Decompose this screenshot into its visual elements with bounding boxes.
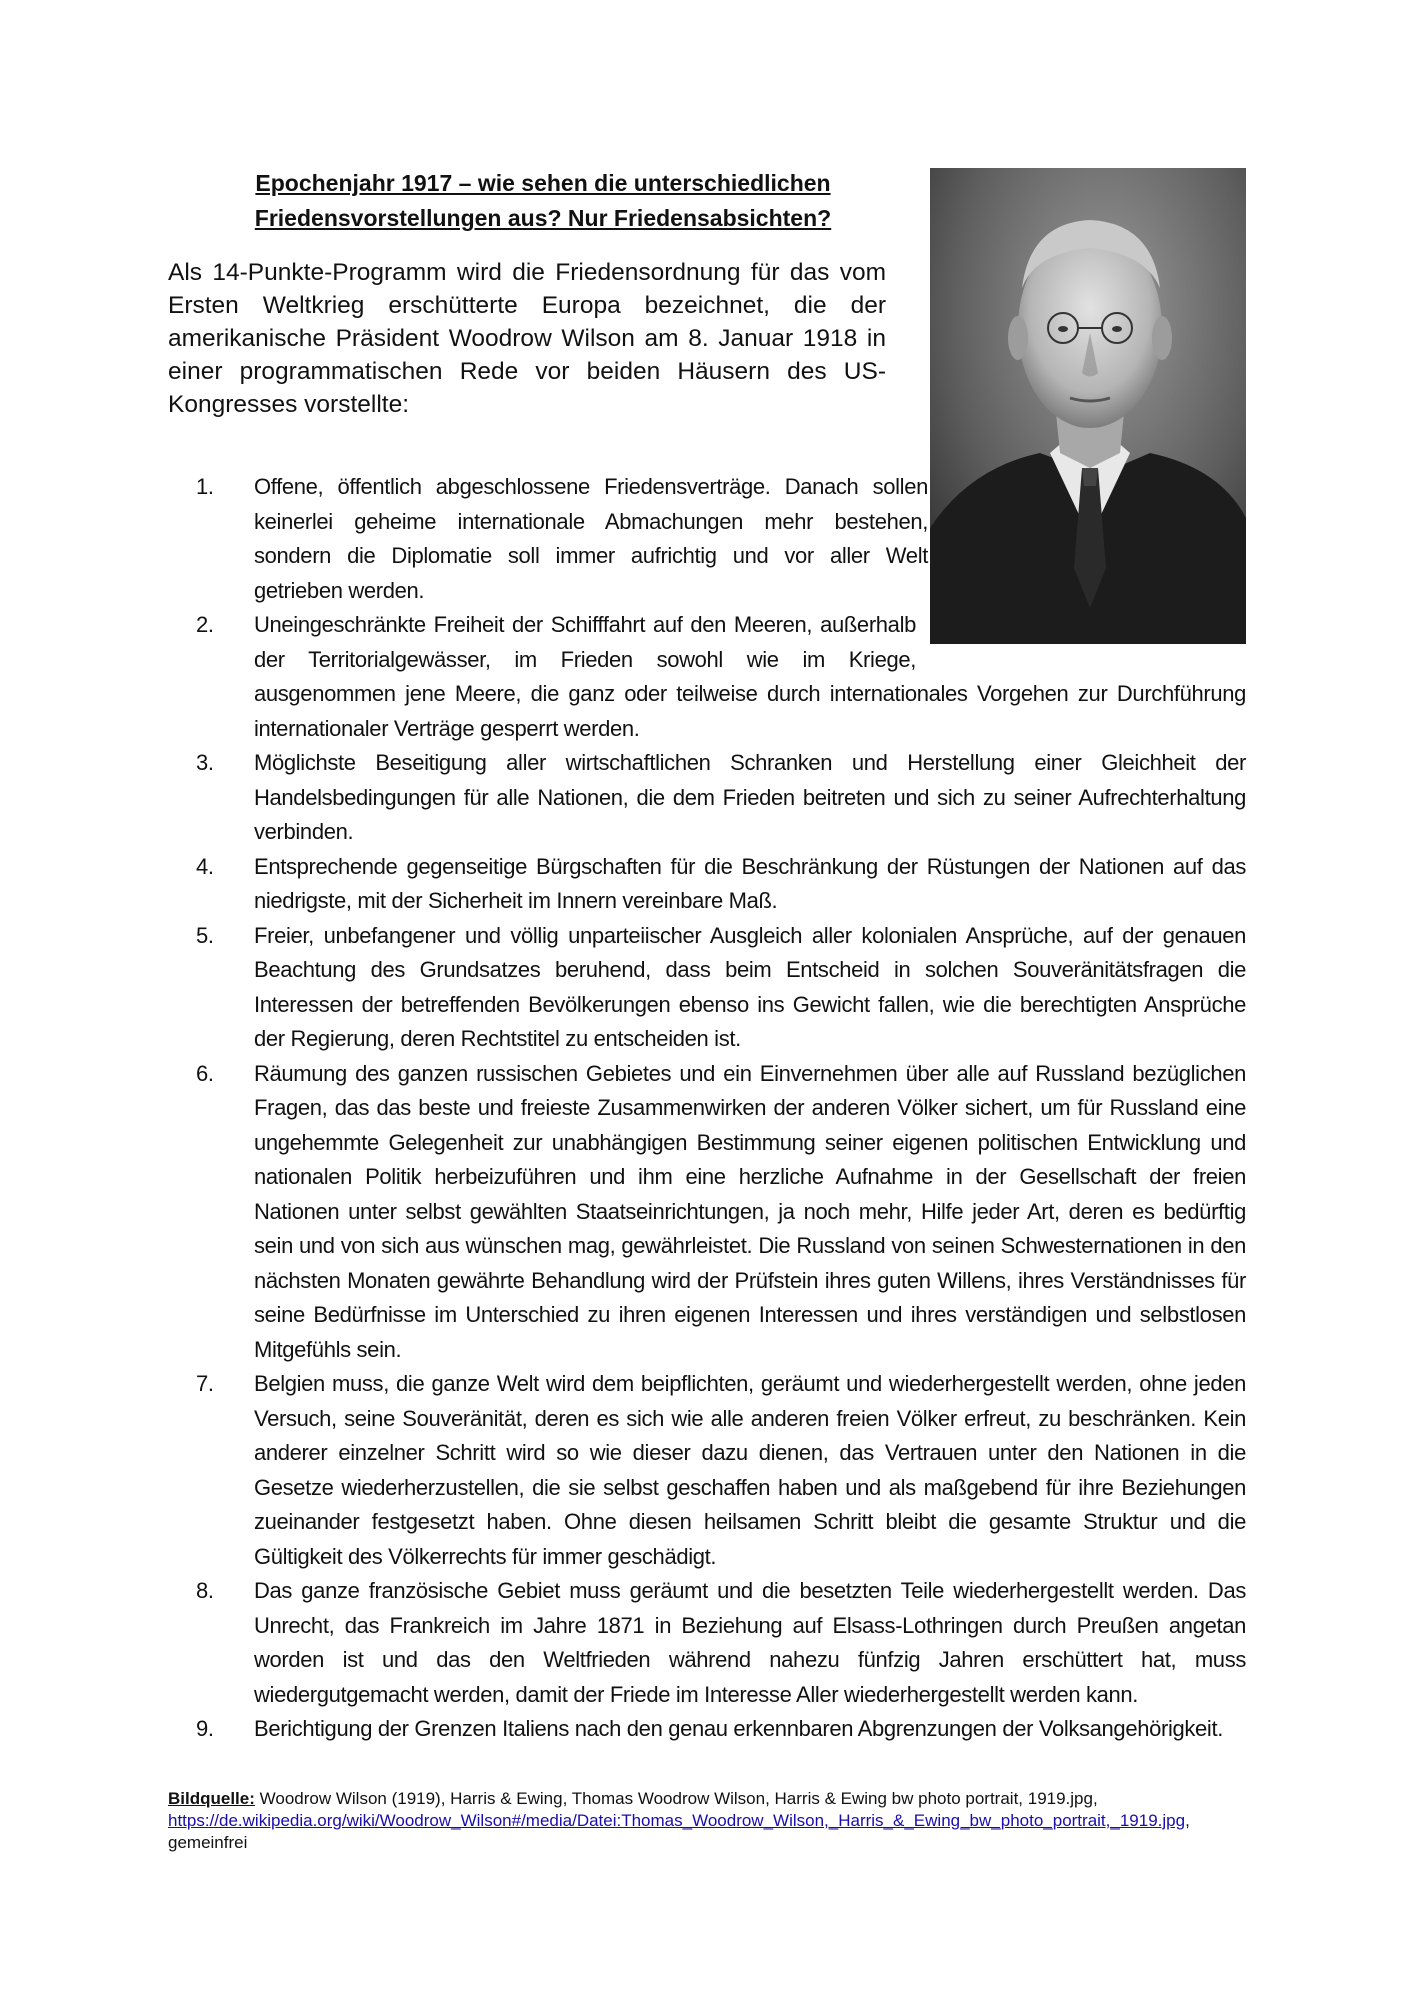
image-source-note xyxy=(168,1788,1246,1854)
list-item xyxy=(196,470,1246,608)
fourteen-points-list xyxy=(196,470,1246,1747)
list-item xyxy=(196,746,1246,850)
list-item xyxy=(196,1367,1246,1574)
list-item-number: 8. xyxy=(196,1578,214,1603)
list-item-number: 7. xyxy=(196,1371,214,1396)
list-item-text: Offene, öffentlich abgeschlossene Friedensverträge. Danach sollen keinerlei geheime internationale Abmachungen mehr bestehen, sondern die Diplomatie soll immer aufrichtig und vor aller Welt getrieben werden. xyxy=(254,474,928,603)
list-item-number: 1. xyxy=(196,474,214,499)
list-item xyxy=(196,1057,1246,1368)
list-item-text xyxy=(254,608,1246,746)
list-item-text: Berichtigung der Grenzen Italiens nach den genau erkennbaren Abgrenzungen der Volksangehörigkeit. xyxy=(254,1716,1223,1741)
list-item-text-content: Uneingeschränkte Freiheit der Schifffahrt auf den Meeren, außerhalb der Territorialgewässer, im Frieden sowohl wie im Kriege, ausgenommen jene Meere, die ganz oder teilweise durch internationales Vorgehen zur Durchführung internationaler Verträge gesperrt werden. xyxy=(254,612,1246,741)
source-label: Bildquelle: xyxy=(168,1789,255,1808)
list-item xyxy=(196,850,1246,919)
list-item xyxy=(196,608,1246,746)
photo-wrap-spacer xyxy=(916,608,1246,664)
list-item xyxy=(196,919,1246,1057)
list-item-text: Belgien muss, die ganze Welt wird dem beipflichten, geräumt und wiederhergestellt werden, ohne jeden Versuch, seine Souveränität, deren es sich wie alle anderen freien Völker erfreut, zu beschränken. Kein anderer einzelner Schritt wird so wie dieser dazu dienen, das Vertrauen unter den Nationen in die Gesetze wiederherzustellen, die sie selbst geschaffen haben und als maßgebend für ihre Beziehungen zueinander festgesetzt haben. Ohne diesen heilsamen Schritt bleibt die gesamte Struktur und die Gültigkeit des Völkerrechts für immer geschädigt. xyxy=(254,1371,1246,1569)
list-item-number: 5. xyxy=(196,922,214,948)
page-title xyxy=(213,166,873,236)
source-suffix: , gemeinfrei xyxy=(168,1811,1190,1852)
list-item xyxy=(196,1574,1246,1712)
list-item-text: Das ganze französische Gebiet muss geräumt und die besetzten Teile wiederhergestellt werden. Das Unrecht, das Frankreich im Jahre 1871 in Beziehung auf Elsass-Lothringen durch Preußen angetan worden ist und das den Weltfrieden während nahezu fünfzig Jahren erschüttert hat, muss wiedergutgemacht werden, damit der Friede im Interesse Aller wiederhergestellt werden kann. xyxy=(254,1578,1246,1707)
title-line-2: Friedensvorstellungen aus? Nur Friedensabsichten? xyxy=(254,205,832,231)
list-item-text: Räumung des ganzen russischen Gebietes und ein Einvernehmen über alle auf Russland bezüglichen Fragen, das das beste und freieste Zusammenwirken der anderen Völker sichert, um für Russland eine ungehemmte Gelegenheit zur unabhängigen Bestimmung seiner eigenen politischen Entwicklung und nationalen Politik herbeizuführen und ihm eine herzliche Aufnahme in der Gesellschaft der freien Nationen unter selbst gewählten Staatseinrichtungen, ja noch mehr, Hilfe jeder Art, deren es bedürftig sein und von sich aus wünschen mag, gewährleistet. Die Russland von seinen Schwesternationen in den nächsten Monaten gewährte Behandlung wird der Prüfstein ihres guten Willens, ihres Verständnisses für seine Bedürfnisse im Unterschied zu ihren eigenen Interessen und ihres verständigen und selbstlosen Mitgefühls sein. xyxy=(254,1060,1246,1362)
list-item-number: 6. xyxy=(196,1060,214,1086)
list-item-number: 3. xyxy=(196,750,214,775)
source-link[interactable]: https://de.wikipedia.org/wiki/Woodrow_Wilson#/media/Datei:Thomas_Woodrow_Wilson,_Harris_&_Ewing_bw_photo_portrait,_1919.jpg xyxy=(168,1811,1186,1830)
intro-paragraph: Als 14-Punkte-Programm wird die Friedensordnung für das vom Ersten Weltkrieg erschütterte Europa bezeichnet, die der amerikanische Präsident Woodrow Wilson am 8. Januar 1918 in einer programmatischen Rede vor beiden Häusern des US-Kongresses vorstellte: xyxy=(168,259,886,418)
title-line-1: Epochenjahr 1917 – wie sehen die unterschiedlichen xyxy=(255,170,831,196)
list-item xyxy=(196,1712,1246,1747)
list-item-text: Freier, unbefangener und völlig unparteiischer Ausgleich aller kolonialen Ansprüche, auf der genauen Beachtung des Grundsatzes beruhend, dass beim Entscheid in solchen Souveränitätsfragen die Interessen der betreffenden Bevölkerungen ebenso ins Gewicht fallen, wie die berechtigten Ansprüche der Regierung, deren Rechtstitel zu entscheiden ist. xyxy=(254,922,1246,1051)
source-text: Woodrow Wilson (1919), Harris & Ewing, Thomas Woodrow Wilson, Harris & Ewing bw photo portrait, 1919.jpg, xyxy=(254,1789,1098,1808)
list-item-text: Möglichste Beseitigung aller wirtschaftlichen Schranken und Herstellung einer Gleichheit der Handelsbedingungen für alle Nationen, die dem Frieden beitreten und sich zu seiner Aufrechterhaltung verbinden. xyxy=(254,750,1246,844)
list-item-number: 9. xyxy=(196,1716,214,1741)
list-item-text: Entsprechende gegenseitige Bürgschaften für die Beschränkung der Rüstungen der Nationen auf das niedrigste, mit der Sicherheit im Innern vereinbare Maß. xyxy=(254,853,1246,913)
list-item-number: 4. xyxy=(196,853,214,879)
list-item-number: 2. xyxy=(196,612,214,637)
